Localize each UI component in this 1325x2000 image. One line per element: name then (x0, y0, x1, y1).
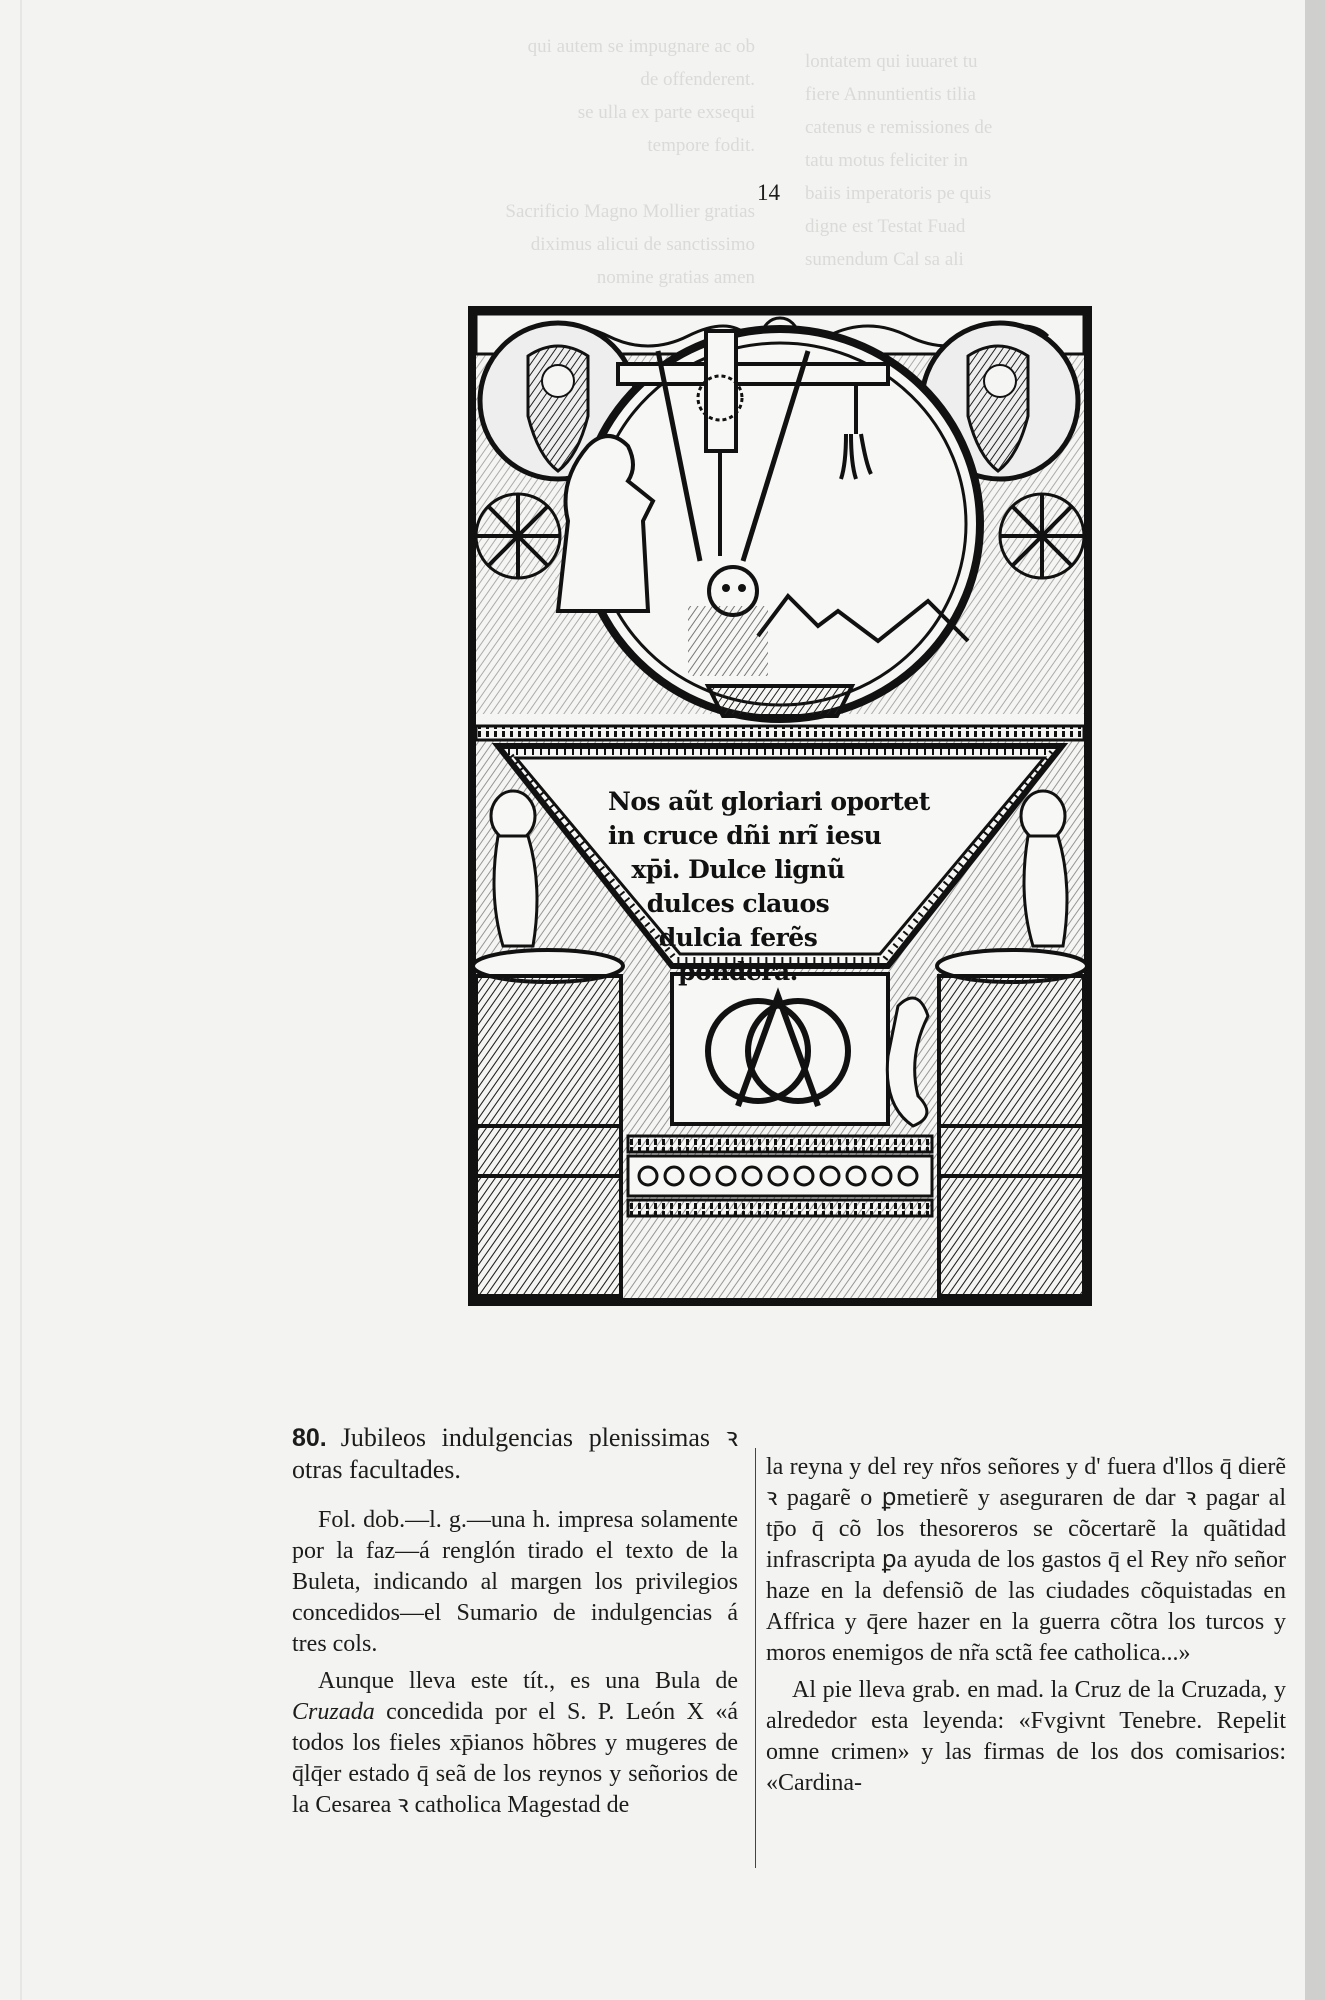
motto-line: Nos aũt gloriari oportet (608, 787, 930, 816)
bleed-through-text-left: qui autem se impugnare ac ob de offenderent. se ulla ex parte exsequi tempore fodit. Sacrificio Magno Mollier gratias diximus alicui de sanctissimo nomine gratias amen (505, 36, 755, 288)
putto-right (1021, 791, 1067, 946)
entry-number: 80. (292, 1424, 327, 1452)
page-number: 14 (757, 180, 780, 205)
bleed-through-text-right: lontatem qui iuuaret tu fiere Annuntientis tilia catenus e remissiones de tatu motus feliciter in baiis imperatoris pe quis digne est Testat Fuad sumendum Cal sa ali (805, 51, 993, 270)
flower-left-icon (476, 494, 560, 578)
gutter-line (20, 0, 22, 2000)
motto-line: dulces clauos (646, 889, 830, 918)
entry-paragraph: Al pie lleva grab. en mad. la Cruz de la Cruzada, y alrededor esta leyenda: «Fvgivnt Tenebre. Repelit omne crimen» y las firmas de los dos comisarios: «Cardina- (766, 1677, 1286, 1796)
paragraph-italic: Cruzada (292, 1699, 375, 1725)
motto-line: dulcia ferẽs (658, 923, 818, 952)
motto-line: xp̄i. Dulce lignũ (631, 855, 845, 884)
monogram-panel (672, 974, 888, 1124)
entry-description: Fol. dob.—l. g.—una h. impresa solamente por la faz—á renglón tirado el texto de la Buleta, indicando al margen los privilegios concedidos—el Sumario de indulgencias á tres cols. (292, 1507, 738, 1657)
putto-left (491, 791, 537, 946)
column-rule (755, 1448, 756, 1868)
right-column (766, 1452, 1286, 1805)
flower-right-icon (1000, 494, 1084, 578)
entry-paragraph (292, 1666, 738, 1821)
motto-line: in cruce dñi nrĩ iesu (608, 821, 882, 850)
pedestal-right (937, 950, 1087, 1296)
entry-title: Jubileos indulgencias plenissimas ꝛ otras facultades. (292, 1423, 738, 1484)
motto-line: pondera. (678, 957, 798, 986)
pedestal-left (473, 950, 623, 1296)
bottom-ornament-band (628, 1136, 932, 1216)
page-edge (1305, 0, 1325, 2000)
entry-heading (292, 1422, 738, 1485)
left-column (292, 1422, 738, 1827)
paragraph-rest: concedida por el S. P. León X «á todos los fieles xp̄ianos hõbres y mugeres de q̄lq̄er estado q̄ seã de los reynos y señorios de la Cesarea ꝛ catholica Magestad de (292, 1699, 738, 1818)
plaque (708, 686, 852, 716)
woodcut-motto (608, 785, 930, 989)
entry-continuation: la reyna y del rey nr̃os señores y d' fuera d'llos q̄ dierẽ ꝛ pagarẽ o ꝑmetierẽ y aseguraren de dar ꝛ pagar al tp̄o q̄ cõ los thesoreros se cõcertarẽ la quãtidad infrascripta ꝑa ayuda de los gastos q̄ el Rey nr̃o señor haze en la defensiõ de las ciudades cõquistadas en Affrica y q̄ere hazer en la guerra cõtra los turcos y moros enemigos de nr̃a sctã fee catholica...» (766, 1454, 1286, 1666)
paragraph-lead: Aunque lleva este tít., es una Bula de (318, 1668, 738, 1694)
